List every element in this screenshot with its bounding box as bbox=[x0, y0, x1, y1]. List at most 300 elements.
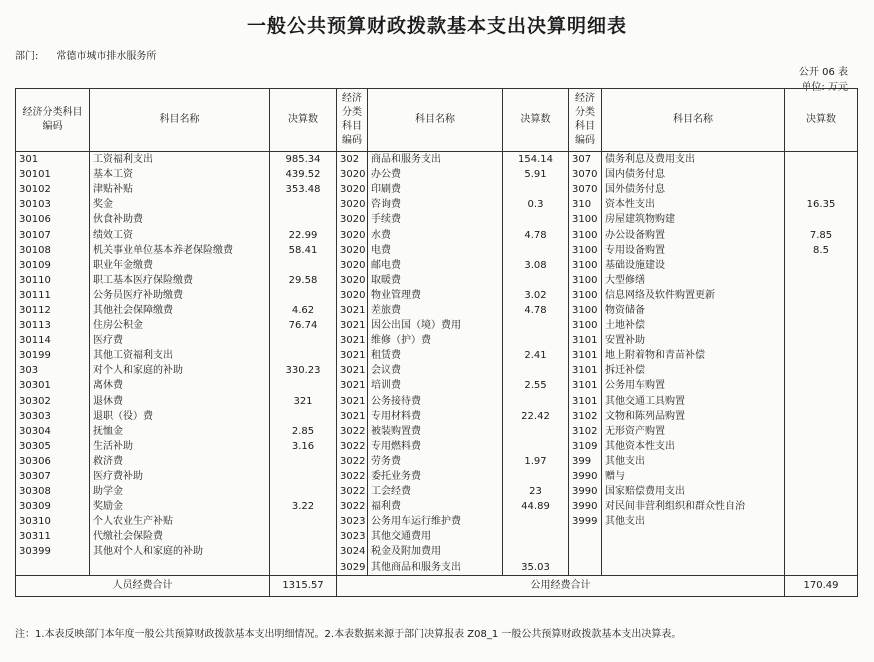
cell-name2: 劳务费 bbox=[368, 454, 503, 469]
personnel-total-label: 人员经费合计 bbox=[16, 575, 270, 596]
table-row bbox=[16, 484, 858, 499]
cell-name3: 其他交通工具购置 bbox=[602, 394, 785, 409]
cell-name3: 拆迁补偿 bbox=[602, 363, 785, 378]
cell-amount1 bbox=[270, 469, 337, 484]
cell-code2: 3020 bbox=[337, 182, 368, 197]
unit-label: 单位: 万元 bbox=[801, 82, 848, 93]
cell-name1: 生活补助 bbox=[90, 439, 270, 454]
table-row bbox=[16, 243, 858, 258]
table-row bbox=[16, 333, 858, 348]
cell-code2: 3020 bbox=[337, 212, 368, 227]
cell-name3: 土地补偿 bbox=[602, 318, 785, 333]
cell-code2: 3020 bbox=[337, 167, 368, 182]
cell-name3: 公务用车购置 bbox=[602, 378, 785, 393]
cell-name1: 伙食补助费 bbox=[90, 212, 270, 227]
cell-name3: 办公设备购置 bbox=[602, 227, 785, 242]
personnel-total-value: 1315.57 bbox=[270, 575, 337, 596]
cell-amount3 bbox=[785, 378, 858, 393]
cell-code3: 307 bbox=[569, 152, 602, 168]
cell-code2: 3024 bbox=[337, 544, 368, 559]
cell-amount1 bbox=[270, 529, 337, 544]
cell-amount1 bbox=[270, 484, 337, 499]
cell-amount1: 4.62 bbox=[270, 303, 337, 318]
cell-code3: 3102 bbox=[569, 409, 602, 424]
table-row bbox=[16, 288, 858, 303]
cell-amount3 bbox=[785, 258, 858, 273]
cell-name2: 维修（护）费 bbox=[368, 333, 503, 348]
cell-code2: 3020 bbox=[337, 258, 368, 273]
cell-code1 bbox=[16, 560, 90, 576]
cell-code3: 3102 bbox=[569, 424, 602, 439]
table-row bbox=[16, 152, 858, 168]
cell-name1: 机关事业单位基本养老保险缴费 bbox=[90, 243, 270, 258]
cell-code3: 3100 bbox=[569, 273, 602, 288]
cell-code2: 3022 bbox=[337, 469, 368, 484]
cell-amount1: 29.58 bbox=[270, 273, 337, 288]
cell-amount1 bbox=[270, 197, 337, 212]
cell-name2: 物业管理费 bbox=[368, 288, 503, 303]
cell-amount2: 2.41 bbox=[503, 348, 569, 363]
cell-amount1 bbox=[270, 409, 337, 424]
cell-name3: 文物和陈列品购置 bbox=[602, 409, 785, 424]
table-row bbox=[16, 273, 858, 288]
cell-code2: 3021 bbox=[337, 318, 368, 333]
cell-code1: 30113 bbox=[16, 318, 90, 333]
cell-name2: 咨询费 bbox=[368, 197, 503, 212]
cell-code1: 30111 bbox=[16, 288, 90, 303]
cell-code2: 3021 bbox=[337, 333, 368, 348]
cell-name3: 其他支出 bbox=[602, 514, 785, 529]
cell-code2: 3020 bbox=[337, 243, 368, 258]
cell-code2: 3022 bbox=[337, 499, 368, 514]
cell-name2: 差旅费 bbox=[368, 303, 503, 318]
cell-name3: 赠与 bbox=[602, 469, 785, 484]
cell-code1: 301 bbox=[16, 152, 90, 168]
cell-amount2: 4.78 bbox=[503, 227, 569, 242]
cell-amount1: 353.48 bbox=[270, 182, 337, 197]
cell-code1: 30311 bbox=[16, 529, 90, 544]
cell-name2: 工会经费 bbox=[368, 484, 503, 499]
cell-code2: 3021 bbox=[337, 378, 368, 393]
cell-name1: 退职（役）费 bbox=[90, 409, 270, 424]
cell-name3: 国外债务付息 bbox=[602, 182, 785, 197]
cell-amount2: 5.91 bbox=[503, 167, 569, 182]
cell-amount3: 7.85 bbox=[785, 227, 858, 242]
cell-amount2 bbox=[503, 439, 569, 454]
cell-amount2: 0.3 bbox=[503, 197, 569, 212]
cell-code1: 30114 bbox=[16, 333, 90, 348]
cell-code3: 3101 bbox=[569, 348, 602, 363]
cell-code2: 3022 bbox=[337, 424, 368, 439]
cell-amount3 bbox=[785, 499, 858, 514]
cell-code2: 3020 bbox=[337, 273, 368, 288]
cell-code1: 30307 bbox=[16, 469, 90, 484]
cell-code2: 3022 bbox=[337, 484, 368, 499]
cell-name2: 邮电费 bbox=[368, 258, 503, 273]
cell-name3: 国家赔偿费用支出 bbox=[602, 484, 785, 499]
cell-name1: 职工基本医疗保险缴费 bbox=[90, 273, 270, 288]
cell-amount2 bbox=[503, 333, 569, 348]
expenditure-table bbox=[15, 88, 858, 597]
cell-amount3: 16.35 bbox=[785, 197, 858, 212]
cell-code3: 399 bbox=[569, 454, 602, 469]
cell-amount3 bbox=[785, 303, 858, 318]
cell-amount2 bbox=[503, 544, 569, 559]
department-name: 常德市城市排水服务所 bbox=[56, 51, 157, 62]
cell-code3: 3100 bbox=[569, 303, 602, 318]
cell-name3: 对民间非营利组织和群众性自治 bbox=[602, 499, 785, 514]
cell-code3: 3990 bbox=[569, 499, 602, 514]
cell-amount2: 35.03 bbox=[503, 560, 569, 576]
cell-amount2 bbox=[503, 318, 569, 333]
cell-name2: 取暖费 bbox=[368, 273, 503, 288]
cell-code1: 30101 bbox=[16, 167, 90, 182]
cell-code1: 30102 bbox=[16, 182, 90, 197]
table-row bbox=[16, 182, 858, 197]
cell-amount3 bbox=[785, 514, 858, 529]
cell-amount3 bbox=[785, 529, 858, 544]
cell-amount1 bbox=[270, 454, 337, 469]
cell-amount1: 3.22 bbox=[270, 499, 337, 514]
cell-name2: 会议费 bbox=[368, 363, 503, 378]
cell-name1: 住房公积金 bbox=[90, 318, 270, 333]
cell-code2: 302 bbox=[337, 152, 368, 168]
cell-name2: 电费 bbox=[368, 243, 503, 258]
cell-amount2 bbox=[503, 363, 569, 378]
cell-amount2 bbox=[503, 469, 569, 484]
header-amount2: 决算数 bbox=[503, 89, 569, 152]
cell-name2: 租赁费 bbox=[368, 348, 503, 363]
cell-name2: 福利费 bbox=[368, 499, 503, 514]
cell-code3: 3101 bbox=[569, 394, 602, 409]
cell-code1: 30106 bbox=[16, 212, 90, 227]
cell-amount3 bbox=[785, 167, 858, 182]
cell-name1: 助学金 bbox=[90, 484, 270, 499]
cell-code2: 3021 bbox=[337, 394, 368, 409]
cell-amount3 bbox=[785, 152, 858, 168]
table-row bbox=[16, 544, 858, 559]
cell-amount1 bbox=[270, 212, 337, 227]
header-code1: 经济分类科目编码 bbox=[16, 89, 90, 152]
cell-amount2 bbox=[503, 273, 569, 288]
cell-name2: 被装购置费 bbox=[368, 424, 503, 439]
cell-amount1: 76.74 bbox=[270, 318, 337, 333]
cell-name3: 资本性支出 bbox=[602, 197, 785, 212]
cell-code2: 3021 bbox=[337, 348, 368, 363]
table-row bbox=[16, 303, 858, 318]
cell-amount2 bbox=[503, 394, 569, 409]
cell-name1: 其他对个人和家庭的补助 bbox=[90, 544, 270, 559]
cell-amount1 bbox=[270, 333, 337, 348]
cell-name1: 其他社会保障缴费 bbox=[90, 303, 270, 318]
cell-code1: 30305 bbox=[16, 439, 90, 454]
cell-code3 bbox=[569, 560, 602, 576]
table-row bbox=[16, 318, 858, 333]
cell-amount2: 1.97 bbox=[503, 454, 569, 469]
cell-amount2 bbox=[503, 514, 569, 529]
header-code3: 经济分类科目编码 bbox=[569, 89, 602, 152]
footer-row bbox=[16, 575, 858, 596]
table-row bbox=[16, 409, 858, 424]
cell-code1: 30301 bbox=[16, 378, 90, 393]
cell-code1: 30103 bbox=[16, 197, 90, 212]
cell-name2: 其他交通费用 bbox=[368, 529, 503, 544]
header-amount3: 决算数 bbox=[785, 89, 858, 152]
cell-name3: 债务利息及费用支出 bbox=[602, 152, 785, 168]
table-row bbox=[16, 424, 858, 439]
header-name2: 科目名称 bbox=[368, 89, 503, 152]
cell-amount3 bbox=[785, 544, 858, 559]
table-row bbox=[16, 258, 858, 273]
cell-name1: 职业年金缴费 bbox=[90, 258, 270, 273]
table-row bbox=[16, 348, 858, 363]
header-amount1: 决算数 bbox=[270, 89, 337, 152]
cell-name2: 专用材料费 bbox=[368, 409, 503, 424]
cell-amount1 bbox=[270, 544, 337, 559]
cell-name1: 其他工资福利支出 bbox=[90, 348, 270, 363]
cell-name3: 无形资产购置 bbox=[602, 424, 785, 439]
cell-code1: 30399 bbox=[16, 544, 90, 559]
cell-code1: 30308 bbox=[16, 484, 90, 499]
cell-amount1: 2.85 bbox=[270, 424, 337, 439]
cell-name1: 医疗费 bbox=[90, 333, 270, 348]
page-title: 一般公共预算财政拨款基本支出决算明细表 bbox=[246, 15, 627, 37]
department-line bbox=[15, 47, 174, 62]
cell-amount1 bbox=[270, 514, 337, 529]
cell-amount1: 3.16 bbox=[270, 439, 337, 454]
header-row bbox=[16, 89, 858, 152]
cell-code3: 3100 bbox=[569, 258, 602, 273]
cell-code2: 3020 bbox=[337, 288, 368, 303]
cell-amount3 bbox=[785, 409, 858, 424]
form-number: 公开 06 表 bbox=[798, 67, 848, 78]
table-row bbox=[16, 363, 858, 378]
cell-code1: 30302 bbox=[16, 394, 90, 409]
cell-code1: 30108 bbox=[16, 243, 90, 258]
cell-code3: 3070 bbox=[569, 167, 602, 182]
cell-code2: 3023 bbox=[337, 529, 368, 544]
cell-name2: 培训费 bbox=[368, 378, 503, 393]
cell-name3: 信息网络及软件购置更新 bbox=[602, 288, 785, 303]
table-row bbox=[16, 499, 858, 514]
cell-amount1 bbox=[270, 288, 337, 303]
cell-name1: 基本工资 bbox=[90, 167, 270, 182]
table-row bbox=[16, 167, 858, 182]
cell-name1 bbox=[90, 560, 270, 576]
cell-name1: 工资福利支出 bbox=[90, 152, 270, 168]
cell-amount1: 58.41 bbox=[270, 243, 337, 258]
cell-amount3 bbox=[785, 348, 858, 363]
cell-name3: 安置补助 bbox=[602, 333, 785, 348]
cell-code2: 3021 bbox=[337, 303, 368, 318]
cell-amount2 bbox=[503, 212, 569, 227]
cell-code3: 3100 bbox=[569, 243, 602, 258]
cell-amount1: 22.99 bbox=[270, 227, 337, 242]
cell-amount2: 22.42 bbox=[503, 409, 569, 424]
table-row bbox=[16, 227, 858, 242]
cell-name2: 办公费 bbox=[368, 167, 503, 182]
cell-code2: 3022 bbox=[337, 454, 368, 469]
table-row bbox=[16, 394, 858, 409]
cell-name3: 大型修缮 bbox=[602, 273, 785, 288]
cell-amount1: 321 bbox=[270, 394, 337, 409]
cell-name3: 地上附着物和青苗补偿 bbox=[602, 348, 785, 363]
cell-code1: 30309 bbox=[16, 499, 90, 514]
cell-amount3 bbox=[785, 484, 858, 499]
cell-name2: 印刷费 bbox=[368, 182, 503, 197]
cell-amount2 bbox=[503, 243, 569, 258]
cell-amount3 bbox=[785, 424, 858, 439]
header-code2: 经济分类科目编码 bbox=[337, 89, 368, 152]
cell-amount1: 985.34 bbox=[270, 152, 337, 168]
cell-amount2: 44.89 bbox=[503, 499, 569, 514]
cell-amount3 bbox=[785, 333, 858, 348]
cell-amount3 bbox=[785, 394, 858, 409]
cell-amount3 bbox=[785, 439, 858, 454]
cell-code3: 3100 bbox=[569, 212, 602, 227]
cell-amount3 bbox=[785, 454, 858, 469]
cell-amount1: 330.23 bbox=[270, 363, 337, 378]
cell-code3: 3109 bbox=[569, 439, 602, 454]
table-row bbox=[16, 378, 858, 393]
cell-amount1 bbox=[270, 378, 337, 393]
cell-name1: 救济费 bbox=[90, 454, 270, 469]
cell-name2: 手续费 bbox=[368, 212, 503, 227]
cell-code3 bbox=[569, 529, 602, 544]
cell-code2: 3020 bbox=[337, 197, 368, 212]
cell-name2: 税金及附加费用 bbox=[368, 544, 503, 559]
cell-code3: 3100 bbox=[569, 288, 602, 303]
cell-amount2 bbox=[503, 529, 569, 544]
cell-name3: 其他资本性支出 bbox=[602, 439, 785, 454]
table-row bbox=[16, 469, 858, 484]
department-label: 部门: bbox=[15, 51, 39, 62]
cell-code1: 303 bbox=[16, 363, 90, 378]
cell-amount2: 3.02 bbox=[503, 288, 569, 303]
cell-code1: 30199 bbox=[16, 348, 90, 363]
cell-amount2: 23 bbox=[503, 484, 569, 499]
cell-amount2 bbox=[503, 182, 569, 197]
table-row bbox=[16, 529, 858, 544]
cell-amount2 bbox=[503, 424, 569, 439]
cell-name3: 专用设备购置 bbox=[602, 243, 785, 258]
cell-amount2: 2.55 bbox=[503, 378, 569, 393]
cell-code1: 30109 bbox=[16, 258, 90, 273]
cell-code2: 3029 bbox=[337, 560, 368, 576]
cell-amount2: 154.14 bbox=[503, 152, 569, 168]
cell-code1: 30112 bbox=[16, 303, 90, 318]
table-row bbox=[16, 454, 858, 469]
cell-amount3 bbox=[785, 182, 858, 197]
cell-name2: 专用燃料费 bbox=[368, 439, 503, 454]
cell-code2: 3021 bbox=[337, 363, 368, 378]
table-row bbox=[16, 514, 858, 529]
table-row bbox=[16, 212, 858, 227]
cell-amount1: 439.52 bbox=[270, 167, 337, 182]
cell-name1: 公务员医疗补助缴费 bbox=[90, 288, 270, 303]
cell-amount3: 8.5 bbox=[785, 243, 858, 258]
cell-amount3 bbox=[785, 288, 858, 303]
cell-amount3 bbox=[785, 273, 858, 288]
public-total-label: 公用经费合计 bbox=[337, 575, 785, 596]
cell-name2: 商品和服务支出 bbox=[368, 152, 503, 168]
header-name1: 科目名称 bbox=[90, 89, 270, 152]
cell-name3: 基础设施建设 bbox=[602, 258, 785, 273]
cell-name2: 公务接待费 bbox=[368, 394, 503, 409]
cell-name1: 代缴社会保险费 bbox=[90, 529, 270, 544]
cell-name1: 医疗费补助 bbox=[90, 469, 270, 484]
cell-code3: 3990 bbox=[569, 469, 602, 484]
cell-code3: 3100 bbox=[569, 227, 602, 242]
table-row bbox=[16, 197, 858, 212]
cell-name1: 奖金 bbox=[90, 197, 270, 212]
table-row bbox=[16, 439, 858, 454]
cell-code3: 3999 bbox=[569, 514, 602, 529]
table-row bbox=[16, 560, 858, 576]
cell-name3 bbox=[602, 560, 785, 576]
cell-name1: 对个人和家庭的补助 bbox=[90, 363, 270, 378]
cell-code3: 3990 bbox=[569, 484, 602, 499]
cell-code3: 3100 bbox=[569, 318, 602, 333]
cell-amount1 bbox=[270, 348, 337, 363]
cell-code3 bbox=[569, 544, 602, 559]
cell-amount1 bbox=[270, 560, 337, 576]
cell-code3: 3101 bbox=[569, 378, 602, 393]
cell-amount3 bbox=[785, 469, 858, 484]
cell-code3: 3101 bbox=[569, 363, 602, 378]
cell-code1: 30304 bbox=[16, 424, 90, 439]
cell-code1: 30306 bbox=[16, 454, 90, 469]
cell-name1: 绩效工资 bbox=[90, 227, 270, 242]
cell-name1: 退休费 bbox=[90, 394, 270, 409]
cell-amount3 bbox=[785, 560, 858, 576]
cell-amount2: 3.08 bbox=[503, 258, 569, 273]
cell-name1: 抚恤金 bbox=[90, 424, 270, 439]
cell-code1: 30303 bbox=[16, 409, 90, 424]
cell-code2: 3020 bbox=[337, 227, 368, 242]
cell-name3: 其他支出 bbox=[602, 454, 785, 469]
cell-code2: 3022 bbox=[337, 439, 368, 454]
footnote: 注：1.本表反映部门本年度一般公共预算财政拨款基本支出明细情况。2.本表数据来源于部门决算报表 Z08_1 一般公共预算财政拨款基本支出决算表。 bbox=[15, 629, 682, 640]
cell-code1: 30310 bbox=[16, 514, 90, 529]
cell-code3: 3101 bbox=[569, 333, 602, 348]
cell-code2: 3021 bbox=[337, 409, 368, 424]
cell-code3: 310 bbox=[569, 197, 602, 212]
cell-name1: 津贴补贴 bbox=[90, 182, 270, 197]
cell-code2: 3023 bbox=[337, 514, 368, 529]
cell-amount2: 4.78 bbox=[503, 303, 569, 318]
cell-name2: 其他商品和服务支出 bbox=[368, 560, 503, 576]
cell-name1: 个人农业生产补贴 bbox=[90, 514, 270, 529]
cell-amount3 bbox=[785, 318, 858, 333]
cell-code3: 3070 bbox=[569, 182, 602, 197]
cell-code1: 30107 bbox=[16, 227, 90, 242]
cell-name2: 因公出国（境）费用 bbox=[368, 318, 503, 333]
public-total-value: 170.49 bbox=[785, 575, 858, 596]
cell-name3: 国内债务付息 bbox=[602, 167, 785, 182]
cell-name3 bbox=[602, 529, 785, 544]
cell-amount3 bbox=[785, 212, 858, 227]
header-name3: 科目名称 bbox=[602, 89, 785, 152]
cell-name3: 房屋建筑物购建 bbox=[602, 212, 785, 227]
cell-name2: 委托业务费 bbox=[368, 469, 503, 484]
cell-name1: 奖励金 bbox=[90, 499, 270, 514]
cell-code1: 30110 bbox=[16, 273, 90, 288]
cell-amount1 bbox=[270, 258, 337, 273]
cell-name1: 离休费 bbox=[90, 378, 270, 393]
cell-name2: 水费 bbox=[368, 227, 503, 242]
cell-name3: 物资储备 bbox=[602, 303, 785, 318]
